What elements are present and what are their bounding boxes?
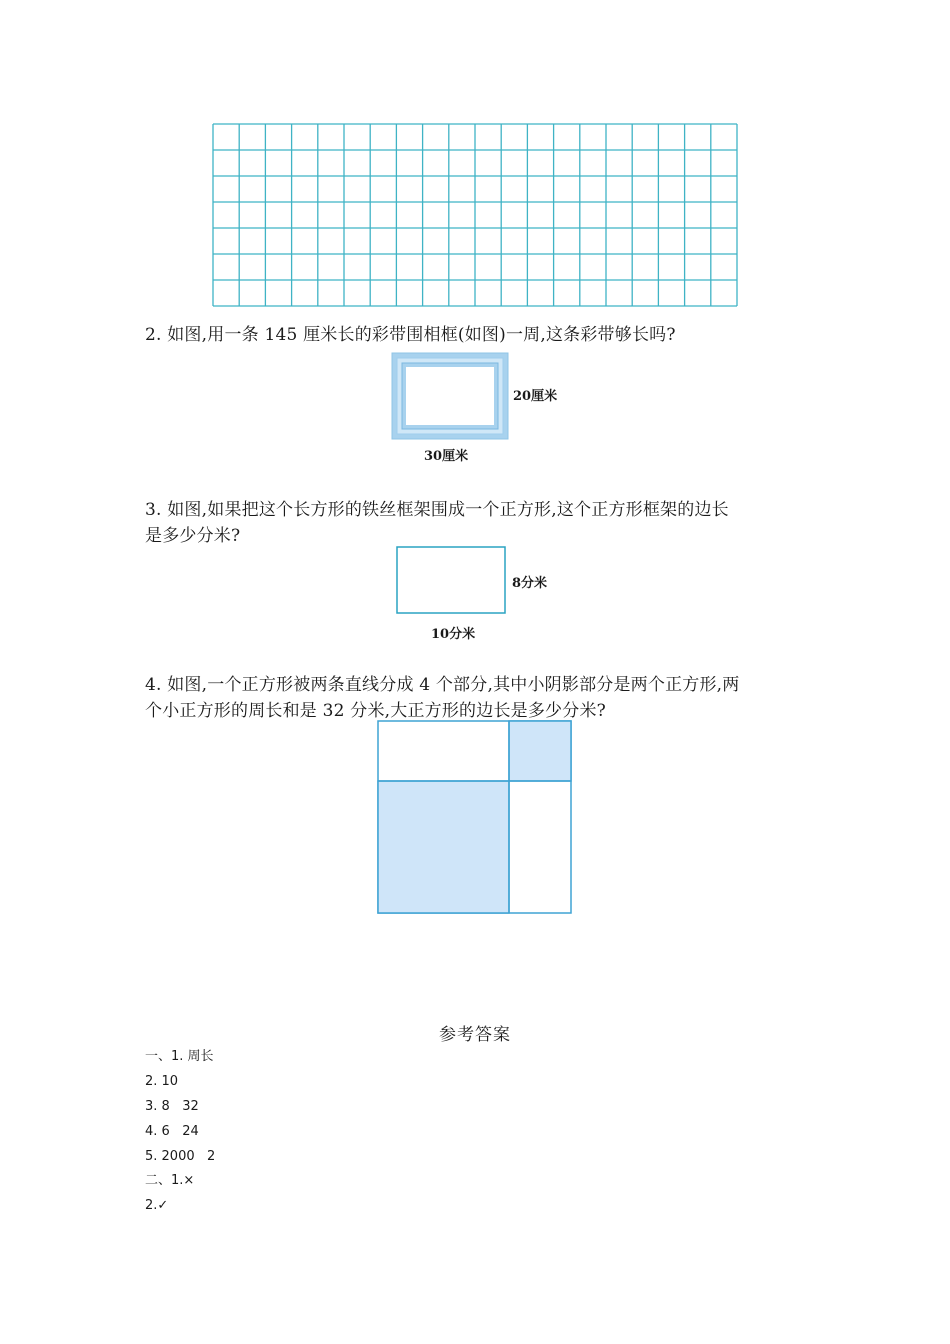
answer-line: 5. 2000 2 [145,1149,216,1164]
frame-picture-area [406,367,494,425]
question-number: 2. [145,325,162,345]
question-text-line-1: 如图,如果把这个长方形的铁丝框架围成一个正方形,这个正方形框架的边长 [167,500,729,520]
question-3 [145,497,729,549]
frame-width-label: 30厘米 [424,449,469,464]
answer-line: 二、1.× [145,1173,195,1188]
large-shaded-square [378,781,509,913]
question-text-line-1: 如图,一个正方形被两条直线分成 4 个部分,其中小阴影部分是两个正方形,两 [167,675,740,695]
small-shaded-square [509,721,571,781]
question-text: 如图,用一条 145 厘米长的彩带围相框(如图)一周,这条彩带够长吗? [167,325,676,345]
wire-rectangle [397,547,505,613]
frame-height-label: 20厘米 [513,389,558,404]
answer-grid [212,123,738,307]
divided-square-figure [377,720,573,916]
question-number: 4. [145,675,162,695]
rect-height-label: 8分米 [512,576,548,591]
question-2 [145,322,676,348]
question-number: 3. [145,500,162,520]
answer-line: 一、1. 周长 [145,1049,214,1064]
photo-frame-figure [391,352,509,440]
answers-title: 参考答案 [439,1025,511,1045]
question-4 [145,672,739,724]
answer-line: 3. 8 32 [145,1099,199,1114]
question-text-line-2: 是多少分米? [145,526,241,546]
rect-width-label: 10分米 [431,627,476,642]
wire-rectangle-figure [396,546,508,616]
question-text-line-2: 个小正方形的周长和是 32 分米,大正方形的边长是多少分米? [145,701,606,721]
answer-line: 2.✓ [145,1198,169,1213]
answer-line: 4. 6 24 [145,1124,199,1139]
answer-line: 2. 10 [145,1074,179,1089]
